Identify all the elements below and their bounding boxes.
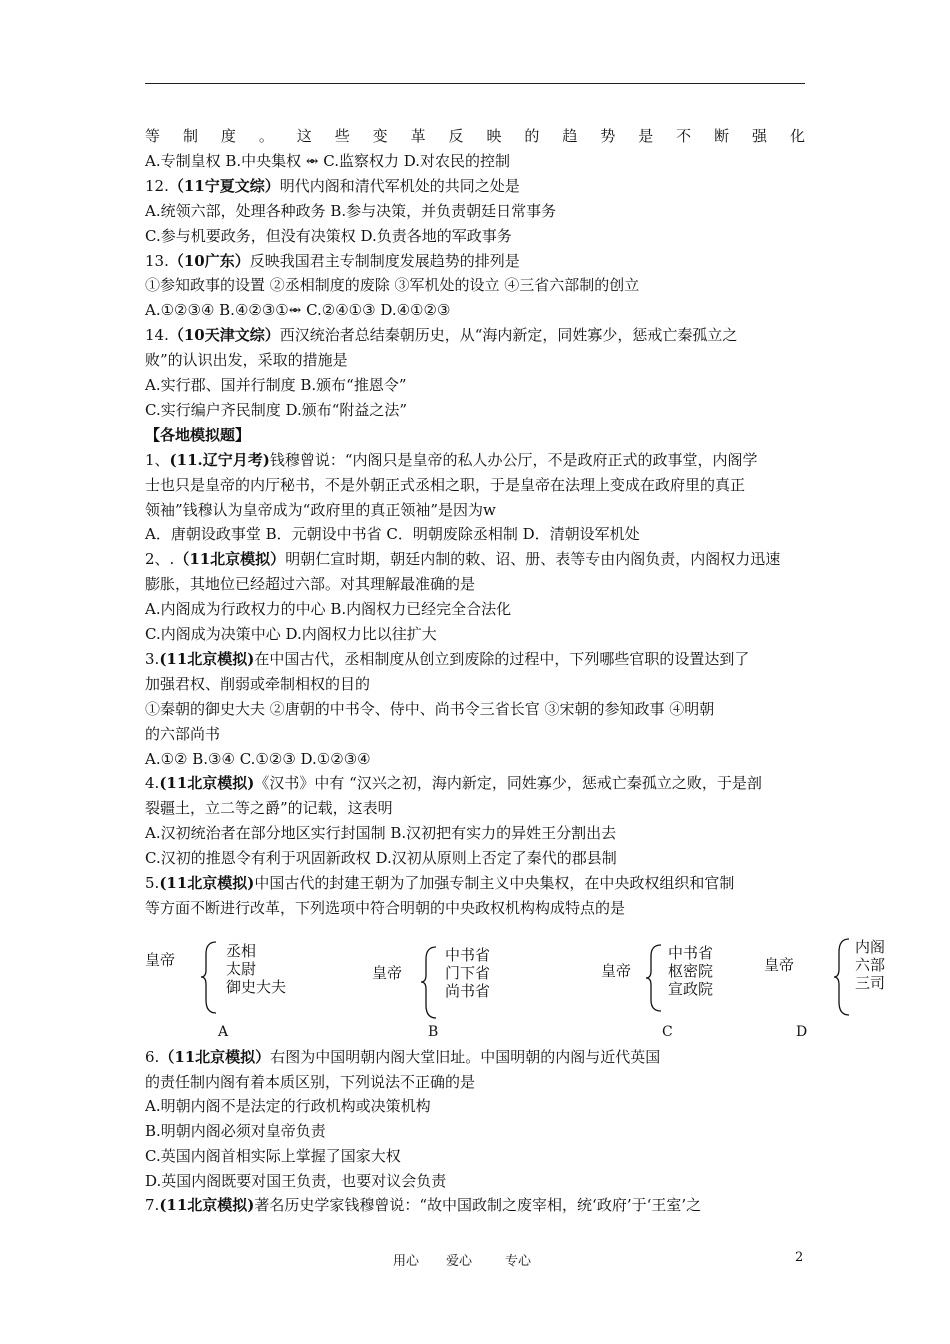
text-line [145,873,734,893]
line-text: C.参与机要政务，但没有决策权 D.负责各地的军政事务 [145,226,512,245]
diagram-a-item: 丞相 [226,942,257,960]
text-line [145,848,617,868]
text-line [145,674,370,694]
diagram-a-emperor: 皇帝 [145,951,176,969]
question-number: 7. [145,1196,160,1215]
text-char: 化 [789,127,805,145]
text-char: 制 [182,127,198,145]
text-char: 映 [486,127,502,145]
text-line [145,450,758,470]
source-tag: （10广东） [168,251,250,270]
text-char: 不 [676,127,692,145]
line-text: 西汉统治者总结秦朝历史，从“海内新定，同姓寡少，惩戒亡秦孤立之 [279,326,738,345]
line-text: 反映我国君主专制制度发展趋势的排列是 [249,251,520,270]
line-text: 钱穆曾说：“内阁只是皇帝的私人办公厅，不是政府正式的政事堂，内阁学 [269,450,758,469]
text-line [145,1072,475,1092]
text-line [145,549,780,569]
text-line [145,1171,446,1191]
question-number: 12. [145,176,169,195]
line-text: C.英国内阁首相实际上掌握了国家大权 [145,1146,401,1165]
text-line [145,773,762,793]
text-line [145,898,625,918]
text-line [145,624,437,644]
line-text: 领袖”钱穆认为皇帝成为“政府里的真正领袖”是因为w [145,500,496,519]
line-text: A.汉初统治者在部分地区实行封国制 B.汉初把有实力的异姓王分割出去 [145,824,617,843]
line-text: 明朝仁宣时期，朝廷内制的敕、诏、册、表等专由内阁负责，内阁权力迅速 [285,550,781,569]
text-line [145,823,616,843]
text-line [145,126,805,146]
line-text: 的六部尚书 [145,724,221,743]
section-heading [145,425,250,445]
diagram-b-item: 门下省 [445,964,491,982]
text-char: 强 [752,127,768,145]
text-line [145,176,520,196]
text-line [145,599,511,619]
header-rule [145,83,805,84]
text-line [145,275,639,295]
line-text: A.专制皇权 B.中央集权 ⥈ C.监察权力 D.对农民的控制 [145,151,511,170]
diagram-b-item: 尚书省 [445,982,491,1000]
text-line [145,350,348,370]
source-tag: (11北京模拟) [159,874,255,892]
text-line [145,1146,401,1166]
question-number: 6. [145,1048,160,1066]
diagram-a-item: 御史大夫 [226,978,287,996]
diagram-d-items [855,938,885,992]
text-line [145,400,407,420]
text-line [145,1195,701,1215]
text-line [145,524,640,544]
diagram-c-item: 中书省 [668,944,714,962]
text-line [145,574,475,594]
text-line [145,475,745,495]
line-text: ①参知政事的设置 ②丞相制度的废除 ③军机处的设立 ④三省六部制的创立 [145,276,640,295]
text-char: 是 [638,127,654,145]
text-char: 断 [714,127,730,145]
source-tag: （10天津文综） [168,326,280,345]
line-text: A.统领六部，处理各种政务 B.参与决策，并负责朝廷日常事务 [145,201,557,220]
question-number: 1、 [145,450,170,469]
text-line [145,724,220,744]
text-line [145,699,714,719]
line-text: 等方面不断进行改革，下列选项中符合明朝的中央政权机构构成特点的是 [145,898,626,917]
line-text: A.实行郡、国并行制度 B.颁布“推恩令” [145,376,407,394]
line-text: 中国古代的封建王朝为了加强专制主义中央集权，在中央政权组织和官制 [254,874,735,892]
text-line [145,1047,660,1067]
diagram-d-item: 六部 [855,956,886,974]
text-char: 等 [145,127,161,145]
diagram-d-item: 三司 [855,974,886,992]
question-number: 5. [145,874,160,892]
text-char: 革 [410,127,426,145]
text-char: 些 [334,127,350,145]
line-text: C.内阁成为决策中心 D.内阁权力比以往扩大 [145,625,437,643]
text-line [145,325,737,345]
page-number: 2 [795,1250,804,1265]
text-char: 。 [258,127,274,145]
diagram-b-emperor: 皇帝 [372,964,403,982]
text-line [145,500,496,520]
line-text: 裂疆土，立二等之爵”的记载，这表明 [145,799,393,818]
diagram-a-items [226,942,286,996]
line-text: A.明朝内阁不是法定的行政机构或决策机构 [145,1097,431,1116]
line-text: C.实行编户齐民制度 D.颁布“附益之法” [145,400,408,419]
source-tag: (11北京模拟) [159,649,255,668]
diagram-c-item: 宣政院 [668,980,714,998]
line-text: 【各地模拟题】 [145,425,251,444]
line-text: A.内阁成为行政权力的中心 B.内阁权力已经完全合法化 [145,600,512,619]
text-char: 这 [296,127,312,145]
line-text: B.明朝内阁必须对皇帝负责 [145,1122,326,1141]
line-text: 右图为中国明朝内阁大堂旧址。中国明朝的内阁与近代英国 [270,1048,661,1066]
text-line [145,151,510,171]
question-number: 13. [145,251,169,270]
brace-icon [200,940,218,1015]
question-number: 3. [145,649,160,668]
line-text: 在中国古代，丞相制度从创立到废除的过程中，下列哪些官职的设置达到了 [254,649,750,668]
text-char: 趋 [562,127,578,145]
text-char: 度 [220,127,236,145]
diagram-b-label: B [428,1024,439,1040]
text-line [145,1121,326,1141]
footer-text: 用心 [393,1254,420,1269]
line-text: 的责任制内阁有着本质区别，下列说法不正确的是 [145,1072,476,1091]
line-text: C.汉初的推恩令有利于巩固新政权 D.汉初从原则上否定了秦代的郡县制 [145,849,617,868]
text-line [145,201,556,221]
brace-icon [645,943,663,1013]
question-number: 2、. [145,550,175,569]
text-line [145,1096,431,1116]
diagram-c-items [668,944,713,998]
line-text: D.英国内阁既要对国王负责，也要对议会负责 [145,1171,447,1190]
source-tag: (11.辽宁月考) [169,450,270,469]
line-text: A.①② B.③④ C.①②③ D.①②③④ [145,749,371,768]
text-char: 变 [372,127,388,145]
line-text: 败”的认识出发，采取的措施是 [145,351,348,370]
diagram-b-item: 中书省 [445,946,491,964]
source-tag: （11宁夏文综） [168,176,280,195]
question-number: 14. [145,326,169,345]
text-line [145,749,371,769]
line-text: 膨胀，其地位已经超过六部。对其理解最准确的是 [145,575,476,594]
diagram-c-emperor: 皇帝 [601,962,632,980]
text-line [145,251,520,271]
line-text: ①秦朝的御史大夫 ②唐朝的中书令、侍中、尚书令三省长官 ③宋朝的参知政事 ④明朝 [145,699,715,718]
brace-icon [833,937,851,1017]
line-text: 著名历史学家钱穆曾说：“故中国政制之废宰相，统‘政府’于‘王室’之 [254,1196,702,1215]
text-line [145,649,749,669]
diagram-b-items [445,946,490,1000]
diagram-a-label: A [218,1024,229,1040]
text-line [145,798,393,818]
line-text: 士也只是皇帝的内厅秘书，不是外朝正式丞相之职，于是皇帝在法理上变成在政府里的真正 [145,475,746,494]
footer-text: 专心 [505,1254,532,1269]
text-line [145,226,512,246]
text-char: 反 [448,127,464,145]
source-tag: （11北京模拟） [174,550,286,569]
diagram-d-emperor: 皇帝 [764,956,795,974]
line-text: 加强君权、削弱或牵制相权的目的 [145,674,371,693]
line-text: 明代内阁和清代军机处的共同之处是 [279,176,520,195]
diagram-d-label: D [796,1024,808,1040]
source-tag: (11北京模拟) [159,1196,255,1215]
line-text: A．唐朝设政事堂 B．元朝设中书省 C．明朝废除丞相制 D．清朝设军机处 [145,525,640,544]
diagram-d-item: 内阁 [855,938,886,956]
question-number: 4. [145,774,160,793]
diagram-c-label: C [662,1024,673,1040]
diagram-a-item: 太尉 [226,960,257,978]
line-text: 《汉书》中有 “汉兴之初，海内新定，同姓寡少，惩戒亡秦孤立之败，于是剖 [254,774,762,793]
text-char: 的 [524,127,540,145]
text-line [145,375,407,395]
source-tag: （11北京模拟） [159,1048,271,1066]
footer-text: 爱心 [446,1254,473,1269]
brace-icon [420,945,438,1020]
diagram-c-item: 枢密院 [668,962,714,980]
text-line [145,300,450,320]
text-char: 势 [600,127,616,145]
source-tag: (11北京模拟) [159,774,255,793]
line-text: A.①②③④ B.④②③①⥈ C.②④①③ D.④①②③ [145,301,451,320]
